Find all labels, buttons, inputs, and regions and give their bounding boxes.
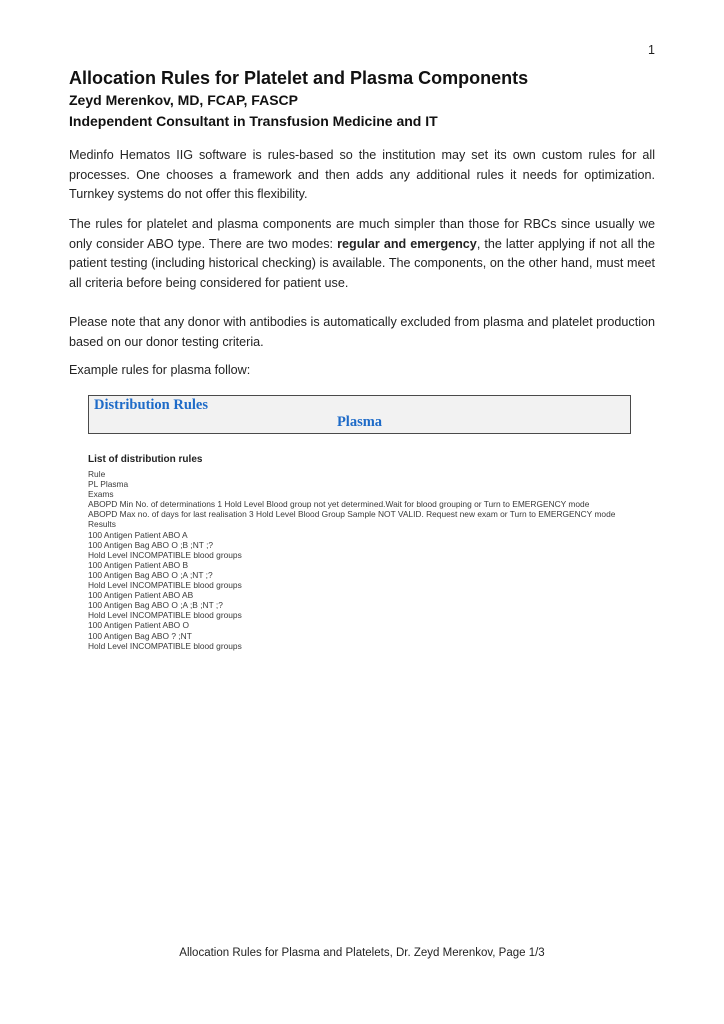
paragraph-rules-modes-start: The rules for platelet and plasma components are much simpler than those for RBCs since usually we only consider ABO type. There are two modes: [69, 217, 655, 251]
author-role-line: Independent Consultant in Transfusion Medicine and IT [69, 113, 438, 129]
rules-list-line: 100 Antigen Patient ABO AB [88, 590, 194, 601]
paragraph-donor-note: Please note that any donor with antibodies is automatically excluded from plasma and platelet production based on our donor testing criteria. [69, 315, 655, 349]
paragraph-software-intro: Medinfo Hematos IIG software is rules-based so the institution may set its own custom rules for all processes. One chooses a framework and then adds any additional rules it needs for optimization. Turnkey systems do not offer this flexibility. [69, 148, 655, 202]
rules-box-subheader: Plasma [336, 414, 383, 430]
rules-list-line: Results [88, 519, 116, 530]
rules-list-line: 100 Antigen Patient ABO A [88, 529, 188, 540]
rules-list-heading: List of distribution rules [88, 454, 203, 465]
distribution-rules-box [88, 395, 631, 434]
rules-list-line: Hold Level INCOMPATIBLE blood groups [88, 580, 242, 591]
rules-list-line: 100 Antigen Bag ABO O ;A ;NT ;? [88, 569, 213, 580]
paragraph-rules-modes-bold: regular and emergency [337, 236, 477, 251]
rules-list-line: PL Plasma [88, 479, 129, 490]
page-footer: Allocation Rules for Plasma and Platelets, Dr. Zeyd Merenkov, Page 1/3 [179, 947, 545, 959]
document-title: Allocation Rules for Platelet and Plasma Components [69, 68, 529, 88]
page-number: 1 [648, 43, 655, 57]
paragraph-example-intro: Example rules for plasma follow: [69, 363, 251, 377]
rules-list-line: ABOPD Min No. of determinations 1 Hold Level Blood group not yet determined.Wait for blood grouping or Turn to EMERGENCY mode [88, 499, 590, 510]
rules-box-header: Distribution Rules [94, 397, 209, 413]
rules-list-line: ABOPD Max no. of days for last realisation 3 Hold Level Blood Group Sample NOT VALID. Request new exam or Turn to EMERGENCY mode [88, 509, 616, 520]
rules-list-line: 100 Antigen Patient ABO O [88, 620, 190, 631]
title-block [69, 67, 669, 132]
rules-list-line: Hold Level INCOMPATIBLE blood groups [88, 549, 242, 560]
rules-list-line: Hold Level INCOMPATIBLE blood groups [88, 640, 242, 651]
paragraph-rules-modes [69, 215, 655, 293]
paragraph-rules-modes-end: , the latter applying if not all the patient testing (including historical checking) is available. The components, on the other hand, must meet all criteria before being considered for patient use. [69, 236, 656, 290]
rules-list-line: 100 Antigen Bag ABO O ;A ;B ;NT ;? [88, 600, 223, 611]
rules-list-line: Rule [88, 469, 106, 479]
rules-list-line: 100 Antigen Bag ABO O ;B ;NT ;? [88, 539, 214, 550]
rules-list-line: 100 Antigen Bag ABO ? ;NT [88, 630, 192, 641]
rules-list [88, 454, 718, 651]
author-line: Zeyd Merenkov, MD, FCAP, FASCP [69, 92, 298, 108]
rules-list-line: Hold Level INCOMPATIBLE blood groups [88, 610, 242, 621]
rules-list-line: Exams [88, 489, 114, 500]
rules-list-line: 100 Antigen Patient ABO B [88, 559, 189, 570]
